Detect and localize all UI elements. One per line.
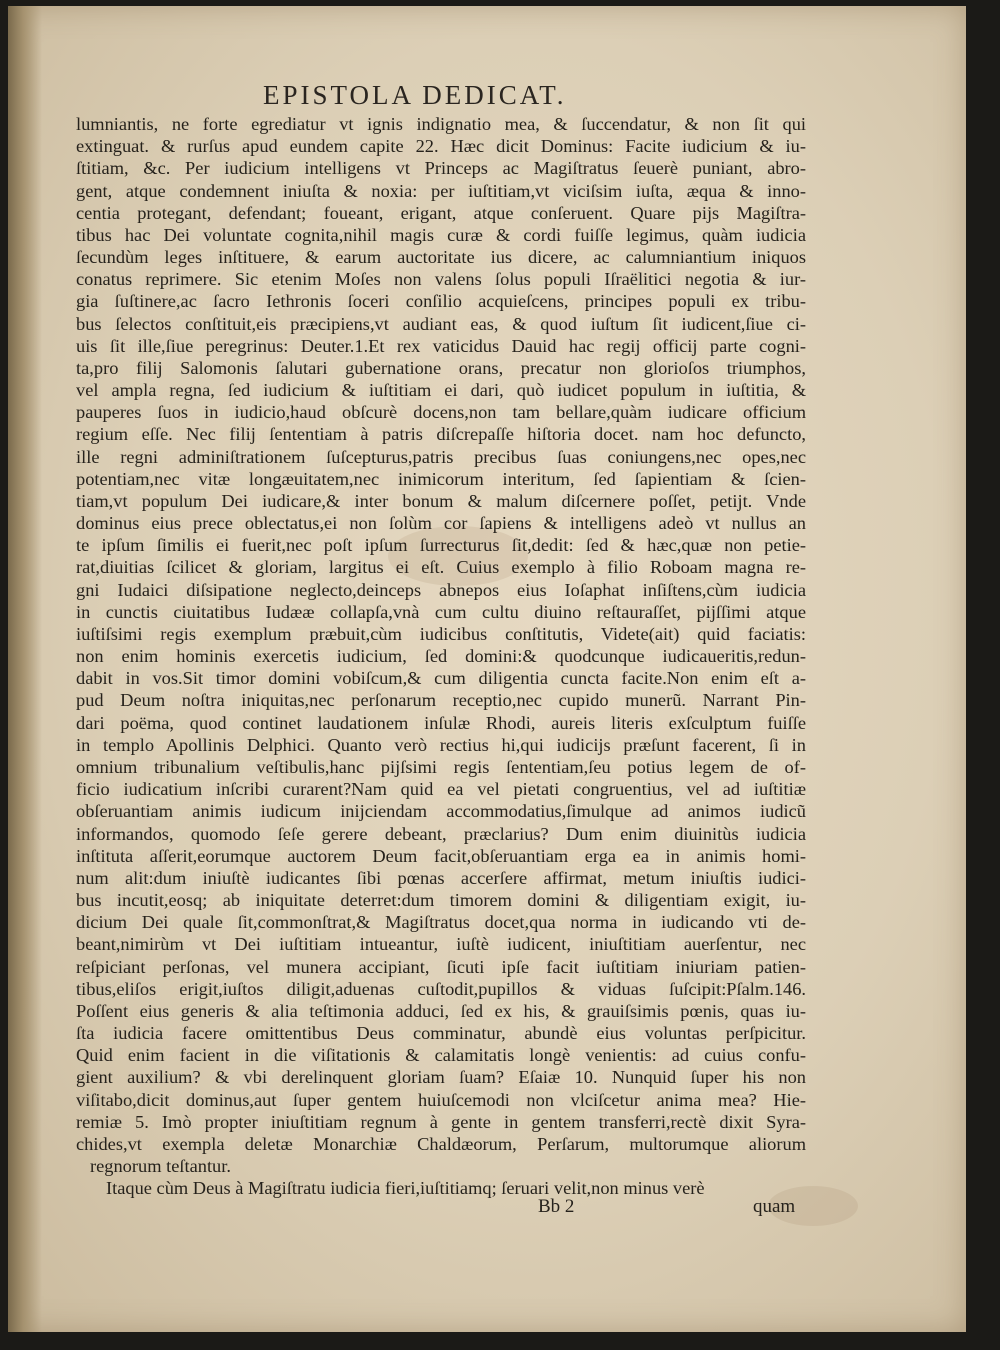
text-line: beant,nimirùm vt Dei iuſtitiam intueantur, iuſtè iudicent, iniuſtitiam auerſentur, nec xyxy=(76,934,806,955)
text-line: tibus hac Dei voluntate cognita,nihil magis curæ & cordi fuiſſe legimus, quàm iudicia xyxy=(76,224,806,245)
text-line: tibus,eliſos erigit,iuſtos diligit,aduenas cuſtodit,pupillos & viduas ſuſcipit:Pſalm.146. xyxy=(76,978,806,999)
text-line: pud Deum noſtra iniquitas,nec perſonarum receptio,nec cupido munerũ. Narrant Pin- xyxy=(76,690,806,711)
book-spine-shadow xyxy=(8,6,42,1332)
book-page xyxy=(8,6,966,1332)
text-line: pauperes ſuos in iudicio,haud obſcurè docens,non tam bellare,quàm iudicare officium xyxy=(76,402,806,423)
text-line: Quid enim facient in die viſitationis & calamitatis longè venientis: ad cuius confu- xyxy=(76,1045,806,1066)
text-line: extinguat. & rurſus apud eundem capite 22. Hæc dicit Dominus: Facite iudicium & iu- xyxy=(76,136,806,157)
text-line: ſtitiam, &c. Per iudicium intelligens vt Princeps ac Magiſtratus ſeuerè puniant, abro- xyxy=(76,158,806,179)
text-line: centia protegant, defendant; foueant, erigant, atque conſeruent. Quare pijs Magiſtra- xyxy=(76,202,806,223)
catchword: quam xyxy=(753,1196,796,1217)
text-line: vel ampla regna, ſed iudicium & iuſtitiam ei dari, quò iudicet populum in iuſtitia, & xyxy=(76,380,806,401)
text-line: ſecundùm leges inſtituere, & earum auctoritate ius dicere, ac calumniantium iniquos xyxy=(76,247,806,268)
text-line: dabit in vos.Sit timor domini vobiſcum,& cum diligentia cuncta facite.Non enim eſt a- xyxy=(76,668,806,689)
text-line: ta,pro filij Salomonis ſalutari gubernatione orans, precatur non glorioſos triumphos, xyxy=(76,357,806,378)
text-line: bus ſelectos conſtituit,eis præcipiens,vt audiant eas, & quod iuſtum ſit iudicent,ſiue ci- xyxy=(76,313,806,334)
text-line: ſta iudicia facere omittentibus Deus comminatur, abundè eius voluntas perſpicitur. xyxy=(76,1023,806,1044)
text-line: gent, atque condemnent iniuſta & noxia: per iuſtitiam,vt viciſsim iuſta, æqua & inno- xyxy=(76,180,806,201)
text-line: uis ſit ille,ſiue peregrinus: Deuter.1.Et rex vaticidus Dauid hac regij officij parte cogni- xyxy=(76,335,806,356)
signature-mark: Bb 2 xyxy=(538,1196,575,1217)
text-line: ille regni adminiſtrationem ſuſcepturus,patris precibus ſuas coniungens,nec opes,nec xyxy=(76,446,806,467)
text-line: Itaque cùm Deus à Magiſtratu iudicia fieri,iuſtitiamq; ſeruari velit,non minus verè xyxy=(106,1178,705,1199)
text-line: non enim hominis exercetis iudicium, ſed domini:& quodcunque iudicaueritis,redun- xyxy=(76,646,806,667)
text-line: regium eſſe. Nec filij ſententiam à patris diſcrepaſſe hiſtoria docet. nam hoc defuncto, xyxy=(76,424,806,445)
text-line: in templo Apollinis Delphici. Quanto verò rectius hi,qui iudicijs præſunt facerent, ſi in xyxy=(76,734,806,755)
running-header: EPISTOLA DEDICAT. xyxy=(263,80,567,110)
text-line: regnorum teſtantur. xyxy=(90,1156,231,1177)
text-line: iuſtiſsimi regis exemplum præbuit,cùm iudicibus conſtitutis, Videte(ait) quid faciatis: xyxy=(76,623,806,644)
text-line: dominus eius prece oblectatus,ei non ſolùm cor ſapiens & intelligens adeò vt nullus an xyxy=(76,513,806,534)
text-line: te ipſum ſimilis ei fuerit,nec poſt ipſum ſurrecturus ſit,dedit: ſed & hæc,quæ non petie- xyxy=(76,535,806,556)
text-line: reſpiciant perſonas, vel munera accipiant, ſicuti ipſe facit iuſtitiam iniuriam patien- xyxy=(76,956,806,977)
text-line: chides,vt exempla deletæ Monarchiæ Chaldæorum, Perſarum, multorumque aliorum xyxy=(76,1133,806,1154)
text-line: Poſſent eius generis & alia teſtimonia adduci, ſed ex his, & grauiſsimis pœnis, quas iu- xyxy=(76,1000,806,1021)
text-line: obſeruantiam animis iudicum inijciendam accommodatius,ſimulque ad animos iudicũ xyxy=(76,801,806,822)
text-line: conatus reprimere. Sic etenim Moſes non valens ſolus populi Iſraëlitici negotia & iur- xyxy=(76,269,806,290)
text-line: dari poëma, quod continet laudationem inſulæ Rhodi, aureis literis exſculptum fuiſſe xyxy=(76,712,806,733)
text-line: lumniantis, ne forte egrediatur vt ignis indignatio mea, & ſuccendatur, & non ſit qui xyxy=(76,114,806,134)
text-line: ficio iudicatium inſcribi curarent?Nam quid ea vel pietati congruentius, vel ad iuſtitiæ xyxy=(76,779,806,800)
text-line: num alit:dum iniuſtè iudicantes ſibi pœnas accerſere affirmat, metum iniuſtis iudici- xyxy=(76,867,806,888)
text-line: gient auxilium? & vbi derelinquent gloriam ſuam? Eſaiæ 10. Nunquid ſuper his non xyxy=(76,1067,806,1088)
text-line: tiam,vt populum Dei iudicare,& inter bonum & malum diſcernere poſſet, petijt. Vnde xyxy=(76,490,806,511)
text-line: gia ſuſtinere,ac ſacro Iethronis ſoceri conſilio acquieſcens, principes populi ex tribu- xyxy=(76,291,806,312)
text-line: remiæ 5. Imò propter iniuſtitiam regnum à gente in gentem transferri,rectè dixit Syra- xyxy=(76,1111,806,1132)
text-line: inſtituta aſſerit,eorumque auctorem Deum facit,obſeruantiam erga ea in animis homi- xyxy=(76,845,806,866)
text-line: in cunctis ciuitatibus Iudææ collapſa,vnà cum cultu diuino reſtauraſſet, pijſſimi atque xyxy=(76,601,806,622)
text-line: informandos, quomodo ſeſe gerere debeant, præclarius? Dum enim diuinitùs iudicia xyxy=(76,823,806,844)
text-line: viſitabo,dicit dominus,aut ſuper gentem huiuſcemodi non vlciſcetur anima mea? Hie- xyxy=(76,1089,806,1110)
text-line: gni Iudaici diſsipatione neglecto,deinceps abnepos eius Ioſaphat inſiſtens,cùm iudicia xyxy=(76,579,806,600)
text-line: potentiam,nec vitæ longæuitatem,nec inimicorum interitum, ſed ſapientiam & ſcien- xyxy=(76,468,806,489)
text-line: bus incutit,eosq; ab iniquitate deterret:dum timorem domini & diligentiam exigit, iu- xyxy=(76,890,806,911)
page-footer xyxy=(8,1196,966,1224)
text-line: omnium tribunalium veſtibulis,hanc pijſsimi regis ſententiam,ſeu potius legem de of- xyxy=(76,756,806,777)
text-line: dicium Dei quale ſit,commonſtrat,& Magiſtratus docet,qua norma in iudicando vti de- xyxy=(76,912,806,933)
body-text xyxy=(76,113,806,1199)
text-line: rat,diuitias ſcilicet & gloriam, largitus ei eſt. Cuius exemplo à filio Roboam magna re- xyxy=(76,557,806,578)
